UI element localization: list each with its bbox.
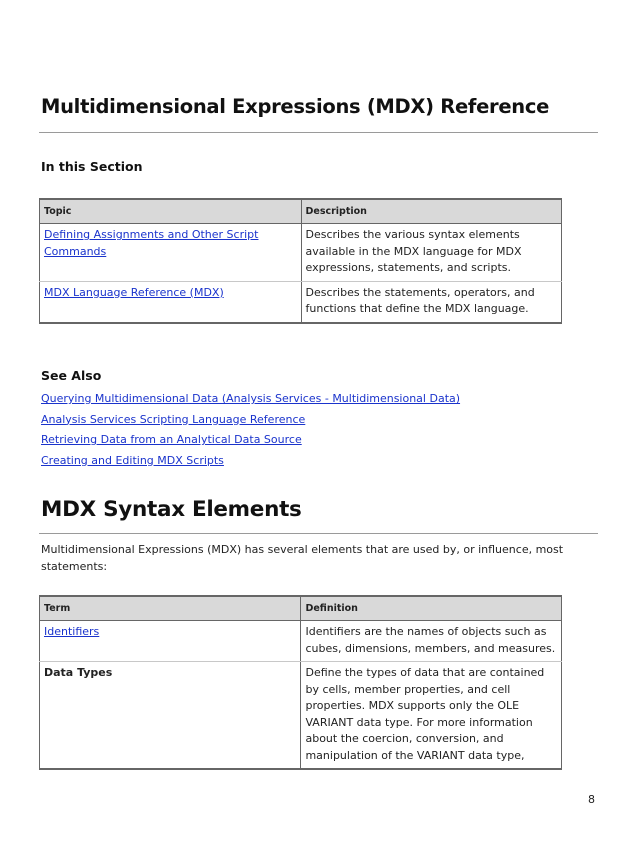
description-cell: Describes the various syntax elements available in the MDX language for MDX expressions, statements, and scripts. [301, 224, 562, 282]
column-header-term: Term [40, 596, 301, 621]
table-header-row [40, 199, 562, 224]
section-title-syntax-elements: MDX Syntax Elements [41, 497, 302, 522]
term-cell-data-types: Data Types [40, 662, 301, 770]
column-header-topic: Topic [40, 199, 302, 224]
in-this-section-heading: In this Section [41, 159, 143, 174]
table-row [40, 662, 562, 770]
see-also-link-retrieving-data[interactable]: Retrieving Data from an Analytical Data Source [41, 433, 302, 446]
topic-cell [40, 281, 302, 323]
syntax-intro-paragraph: Multidimensional Expressions (MDX) has several elements that are used by, or influence, most statements: [41, 543, 564, 573]
column-header-definition: Definition [301, 596, 562, 621]
table-row [40, 621, 562, 662]
title-rule [39, 132, 598, 133]
see-also-link-creating-mdx-scripts[interactable]: Creating and Editing MDX Scripts [41, 453, 224, 467]
see-also-list [41, 389, 460, 471]
page-number: 8 [588, 793, 595, 806]
see-also-heading: See Also [41, 368, 102, 383]
description-cell: Describes the statements, operators, and functions that define the MDX language. [301, 281, 562, 323]
term-cell [40, 621, 301, 662]
see-also-link-assl-reference[interactable]: Analysis Services Scripting Language Reference [41, 412, 306, 426]
topic-cell [40, 224, 302, 282]
table-header-row [40, 596, 562, 621]
term-table [39, 595, 562, 770]
see-also-link-querying-data[interactable]: Querying Multidimensional Data (Analysis Services - Multidimensional Data) [41, 392, 461, 405]
term-link-identifiers[interactable]: Identifiers [44, 625, 100, 638]
table-row [40, 281, 562, 323]
topic-table [39, 198, 562, 324]
table-row [40, 224, 562, 282]
definition-cell: Identifiers are the names of objects such as cubes, dimensions, members, and measures. [301, 621, 562, 662]
topic-link-mdx-language-reference[interactable]: MDX Language Reference (MDX) [44, 285, 224, 299]
definition-cell: Define the types of data that are contained by cells, member properties, and cell properties. MDX supports only the OLE VARIANT data type. For more information about the coercion, conversion, and manipulation of the VARIANT data type, [301, 662, 562, 770]
column-header-description: Description [301, 199, 562, 224]
topic-link-defining-assignments[interactable]: Defining Assignments and Other Script Commands [44, 228, 259, 258]
section-rule [39, 533, 598, 534]
page-title: Multidimensional Expressions (MDX) Reference [41, 95, 550, 118]
